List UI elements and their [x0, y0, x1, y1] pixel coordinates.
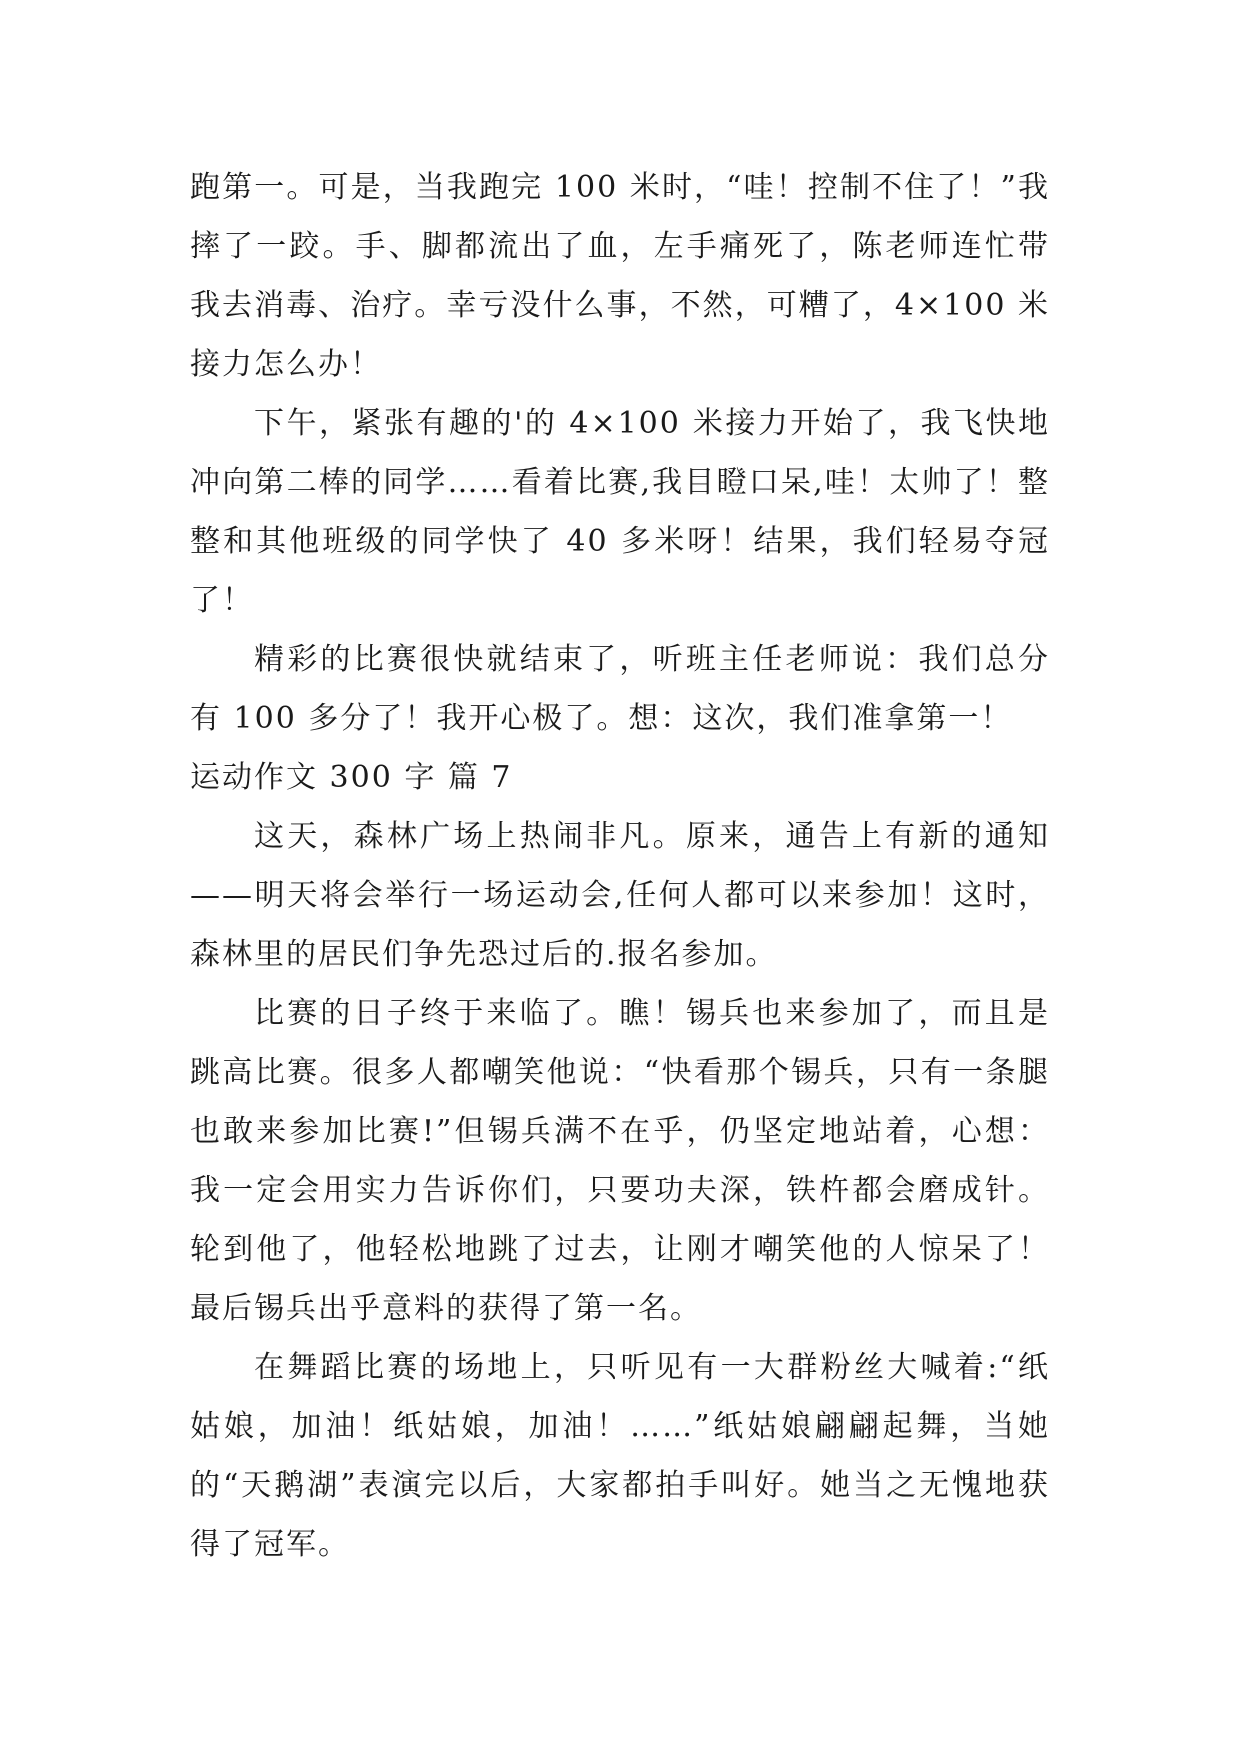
document-body	[190, 158, 1050, 1574]
paragraph: 下午，紧张有趣的'的 4×100 米接力开始了，我飞快地冲向第二棒的同学……看着比赛,我目瞪口呆,哇！太帅了！整整和其他班级的同学快了 40 多米呀！结果，我们轻易夺冠了！	[190, 406, 1050, 618]
paragraph: 在舞蹈比赛的场地上，只听见有一大群粉丝大喊着:“纸姑娘，加油！纸姑娘，加油！……”纸姑娘翩翩起舞，当她的“天鹅湖”表演完以后，大家都拍手叫好。她当之无愧地获得了冠军。	[190, 1350, 1050, 1562]
paragraph-continued: 跑第一。可是，当我跑完 100 米时，“哇！控制不住了！”我摔了一跤。手、脚都流出了血，左手痛死了，陈老师连忙带我去消毒、治疗。幸亏没什么事，不然，可糟了，4×100 米接力怎么办！	[190, 170, 1050, 382]
paragraph: 比赛的日子终于来临了。瞧！锡兵也来参加了，而且是跳高比赛。很多人都嘲笑他说：“快看那个锡兵，只有一条腿也敢来参加比赛!”但锡兵满不在乎，仍坚定地站着，心想：我一定会用实力告诉你们，只要功夫深，铁杵都会磨成针。轮到他了，他轻松地跳了过去，让刚才嘲笑他的人惊呆了！最后锡兵出乎意料的获得了第一名。	[190, 996, 1050, 1326]
paragraph: 这天，森林广场上热闹非凡。原来，通告上有新的通知——明天将会举行一场运动会,任何人都可以来参加！这时，森林里的居民们争先恐过后的.报名参加。	[190, 819, 1050, 972]
paragraph: 精彩的比赛很快就结束了，听班主任老师说：我们总分有 100 多分了！我开心极了。想：这次，我们准拿第一！	[190, 642, 1050, 736]
section-heading: 运动作文 300 字 篇 7	[190, 760, 513, 795]
